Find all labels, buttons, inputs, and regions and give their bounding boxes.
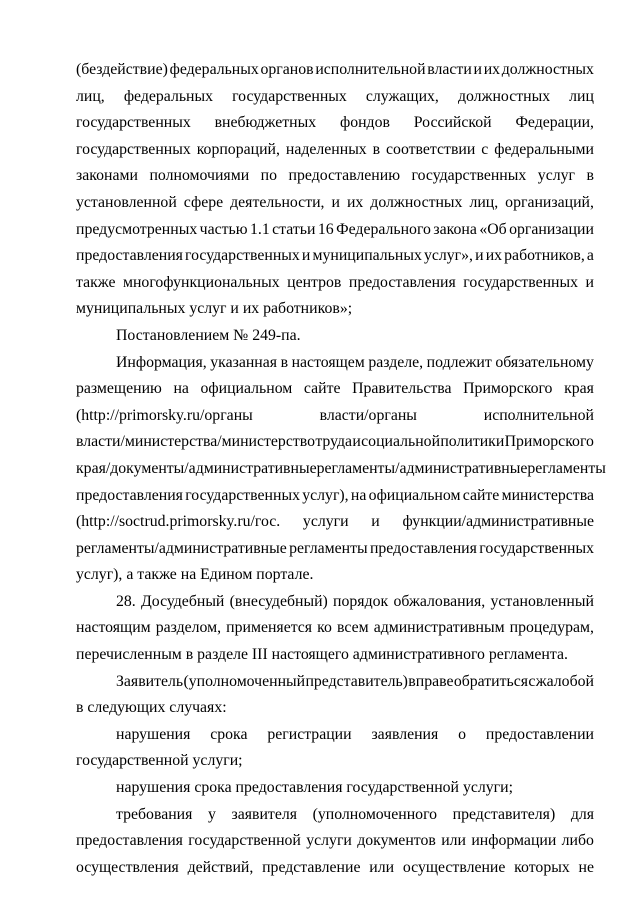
word: с	[528, 672, 536, 690]
word: и	[473, 61, 482, 78]
word: требования	[116, 805, 193, 823]
word: с	[481, 140, 489, 158]
text-line	[76, 483, 594, 510]
word: служащих,	[365, 87, 439, 105]
word: настоящем	[291, 353, 365, 371]
word: Приморского	[504, 433, 594, 451]
text-line	[76, 243, 594, 270]
word: также	[76, 273, 116, 291]
word: лиц	[569, 87, 594, 105]
word: заявителя	[231, 805, 297, 823]
word: (внесудебный)	[229, 592, 328, 610]
text-line	[76, 110, 594, 137]
word: либо	[561, 832, 594, 850]
word: и	[301, 247, 311, 265]
word: Правительства	[352, 380, 452, 398]
word: 16	[317, 220, 334, 238]
word: и	[585, 273, 594, 291]
word: регламенты/административные	[316, 459, 528, 477]
word: (http://primorsky.ru/органы	[76, 406, 253, 424]
text-line	[76, 163, 594, 190]
word: власти/министерства/министерство	[76, 433, 315, 451]
text-line	[76, 376, 594, 403]
word: услуги	[306, 832, 352, 850]
word: Российской	[413, 114, 492, 132]
word: закона	[433, 220, 477, 238]
text-line: в следующих случаях:	[76, 699, 227, 717]
text-line	[76, 828, 594, 855]
word: применяется	[226, 619, 313, 637]
word: не	[578, 858, 594, 876]
word: центров	[287, 273, 342, 291]
word: Информация,	[116, 353, 207, 371]
text-line: услуг), а также на Едином портале.	[76, 566, 314, 584]
text-line	[76, 403, 594, 430]
text-line	[76, 190, 594, 217]
word: заявления	[371, 725, 439, 743]
word: работников,	[504, 247, 585, 265]
word: федеральных	[123, 87, 214, 105]
word: осуществления	[76, 858, 179, 876]
word: у	[207, 805, 216, 823]
word: установленный	[490, 592, 594, 610]
word: размещению	[76, 380, 162, 398]
text-line: нарушения срока предоставления государственной услуги;	[116, 779, 513, 797]
word: для	[570, 805, 594, 823]
word: Приморского	[463, 380, 553, 398]
word: федеральных	[169, 61, 259, 78]
word: сфере	[183, 193, 224, 211]
word: (бездействие)	[76, 61, 168, 78]
word: и	[331, 193, 340, 211]
text-line	[76, 855, 594, 882]
word: настоящим	[76, 619, 151, 637]
word: предоставления	[76, 486, 183, 504]
word: государственных	[232, 87, 347, 105]
word: лиц,	[469, 193, 499, 211]
word: законами	[76, 167, 138, 185]
word: края/документы/административные	[76, 459, 317, 477]
word: официальном	[368, 486, 461, 504]
word: органов	[260, 61, 314, 78]
text-line	[76, 669, 594, 696]
word: действий,	[187, 858, 254, 876]
word: их	[483, 61, 501, 78]
word: сайте	[303, 380, 341, 398]
word: и	[352, 433, 361, 451]
word: государственных	[185, 486, 300, 504]
word: регламенты	[527, 459, 606, 477]
word: обязательному	[495, 353, 594, 371]
word: функции/административные	[402, 513, 594, 531]
word: (уполномоченный	[183, 672, 306, 690]
text-line	[76, 456, 606, 483]
word: в	[586, 167, 594, 185]
word: предоставлении	[485, 725, 594, 743]
text-line: государственной услуги;	[76, 752, 243, 770]
text-line	[76, 722, 594, 749]
text-line: перечисленным в разделе III настоящего административного регламента.	[76, 646, 568, 664]
word: предоставлению	[288, 167, 401, 185]
text-line	[76, 217, 594, 244]
word: Федерации,	[515, 114, 594, 132]
word: фондов	[339, 114, 390, 132]
word: представление	[262, 858, 361, 876]
word: исполнительной	[483, 406, 594, 424]
word: сайте	[462, 486, 500, 504]
word: порядок	[333, 592, 389, 610]
word: исполнительной	[315, 61, 426, 78]
word: по	[260, 167, 278, 185]
word: государственных	[479, 539, 594, 557]
word: установленной	[76, 193, 177, 211]
word: а	[586, 247, 594, 265]
word: предоставления	[369, 539, 477, 557]
word: Заявитель	[116, 672, 184, 690]
text-line	[76, 589, 594, 616]
word: деятельности,	[230, 193, 325, 211]
word: процедурам,	[509, 619, 594, 637]
text-line	[76, 429, 594, 456]
word: в	[372, 140, 381, 158]
word: корпораций,	[196, 140, 280, 158]
word: государственных	[463, 273, 579, 291]
word: предоставления	[348, 273, 456, 291]
word: о	[458, 725, 467, 743]
text-line	[76, 615, 594, 642]
word: полномочиями	[149, 167, 250, 185]
word: Федерального	[336, 220, 431, 238]
word: предоставления	[76, 832, 183, 850]
word: края	[564, 380, 594, 398]
word: (http://soctrud.primorsky.ru/гос.	[76, 513, 281, 531]
document-body	[76, 57, 606, 881]
word: государственных	[411, 167, 527, 185]
word: услуг	[537, 167, 575, 185]
word: и	[475, 247, 484, 265]
word: или	[441, 832, 466, 850]
text-line	[76, 57, 594, 84]
text-line: Постановлением № 249-па.	[116, 326, 301, 344]
word: 28.	[116, 592, 136, 610]
word: политики	[440, 433, 505, 451]
word: в	[280, 353, 289, 371]
word: государственной	[188, 832, 301, 850]
word: жалобой	[535, 672, 594, 690]
word: «Об	[479, 220, 507, 238]
text-line	[76, 137, 594, 164]
word: на	[350, 486, 367, 504]
word: всем	[337, 619, 369, 637]
text-line: муниципальных услуг и их работников»;	[76, 300, 353, 318]
word: должностных	[501, 61, 594, 78]
word: предоставления	[76, 247, 183, 265]
text-line	[76, 536, 594, 563]
word: указанная	[210, 353, 278, 371]
word: Досудебный	[141, 592, 225, 610]
word: обратиться	[453, 672, 529, 690]
word: услуги	[302, 513, 349, 531]
word: регистрации	[267, 725, 352, 743]
word: информации	[471, 832, 557, 850]
text-line	[76, 509, 594, 536]
text-line	[76, 802, 594, 829]
word: услуг»,	[423, 247, 473, 265]
word: статьи	[272, 220, 316, 238]
word: труда	[315, 433, 353, 451]
word: регламенты	[289, 539, 368, 557]
word: организации	[509, 220, 594, 238]
word: частью	[199, 220, 248, 238]
word: должностных	[457, 87, 551, 105]
word: государственных	[76, 140, 191, 158]
word: муниципальных	[312, 247, 422, 265]
word: официальном	[200, 380, 293, 398]
word: которых	[514, 858, 570, 876]
word: власти	[427, 61, 472, 78]
word: срока	[210, 725, 248, 743]
word: многофункциональных	[122, 273, 280, 291]
word: разделе,	[368, 353, 424, 371]
word: их	[485, 247, 503, 265]
word: должностных	[370, 193, 463, 211]
text-line	[76, 270, 594, 297]
word: обжалования,	[393, 592, 486, 610]
word: их	[346, 193, 364, 211]
word: разделом,	[155, 619, 222, 637]
word: федеральными	[494, 140, 594, 158]
word: или	[369, 858, 395, 876]
word: ко	[317, 619, 332, 637]
word: государственных	[76, 114, 191, 132]
word: и	[371, 513, 380, 531]
word: административным	[373, 619, 505, 637]
word: документов	[357, 832, 436, 850]
word: услуг),	[302, 486, 349, 504]
word: государственных	[185, 247, 300, 265]
word: 1.1	[249, 220, 270, 238]
word: вправе	[408, 672, 454, 690]
word: министерства	[501, 486, 594, 504]
word: предусмотренных	[76, 220, 198, 238]
word: подлежит	[426, 353, 492, 371]
word: представитель)	[305, 672, 408, 690]
word: власти/органы	[319, 406, 417, 424]
word: организаций,	[505, 193, 594, 211]
word: нарушения	[116, 725, 191, 743]
word: на	[173, 380, 189, 398]
word: осуществление	[402, 858, 506, 876]
word: регламенты/административные	[76, 539, 287, 557]
word: социальной	[361, 433, 441, 451]
word: представителя)	[452, 805, 556, 823]
word: внебюджетных	[214, 114, 317, 132]
word: наделенных	[285, 140, 367, 158]
text-line	[76, 350, 594, 377]
word: лиц,	[76, 87, 105, 105]
text-line	[76, 84, 594, 111]
word: соответствии	[386, 140, 476, 158]
word: (уполномоченного	[312, 805, 438, 823]
